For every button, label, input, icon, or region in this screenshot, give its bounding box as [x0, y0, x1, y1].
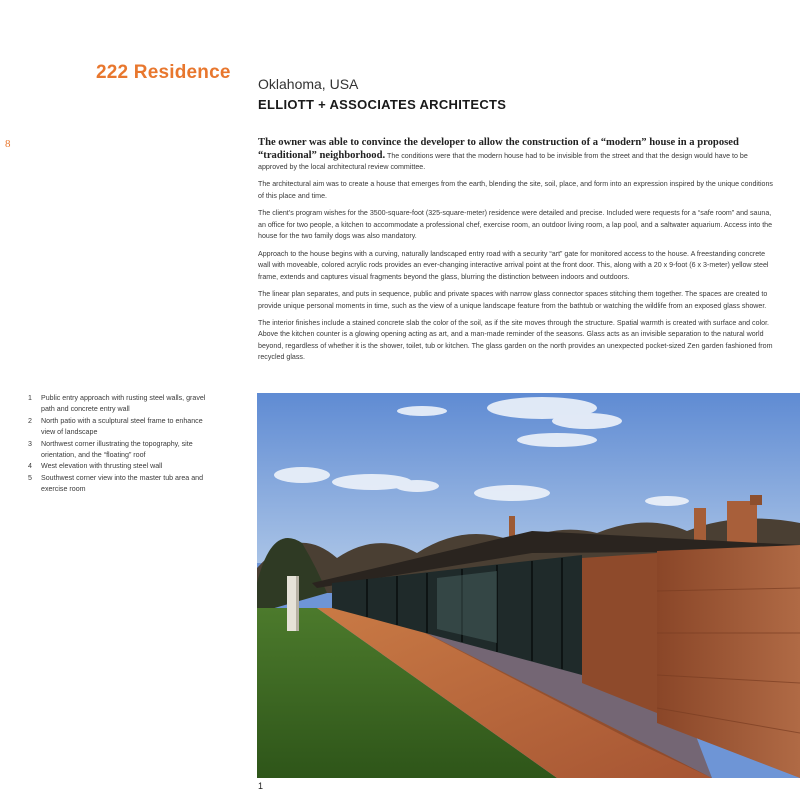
caption-item	[28, 439, 218, 462]
caption-item	[28, 416, 218, 439]
chimney	[727, 501, 757, 546]
chimney	[694, 508, 706, 543]
house-photo	[257, 393, 800, 778]
page-title: 222 Residence	[96, 62, 231, 83]
caption-number: 5	[28, 473, 32, 482]
body-paragraph: The interior finishes include a stained concrete slab the color of the soil, as if the site moves through the structure. Spatial warmth is created with surface and color. Above the kitchen counter is a glowing opening acting as art, and a man-made reminder of the seasons. Glass acts as an invisible separation to the natural world beyond, regardless of whether it is the shower, toilet, tub or kitchen. The glass garden on the north provides an unexpected pocket-sized Zen garden fashioned from recycled glass.	[258, 318, 773, 362]
caption-item	[28, 473, 218, 496]
body-paragraph: The client’s program wishes for the 3500-square-foot (325-square-meter) residence were detailed and precise. Included were requests for a “safe room” and sauna, an office for two people, a kitchen to accommodate a professional chef, exercise room, an outdoor living room, a lap pool, and a saltwater aquarium. Access into the house for the two family dogs was also mandatory.	[258, 209, 773, 241]
body-paragraph: The architectural aim was to create a house that emerges from the earth, blending the site, soil, place, and form into an expression inspired by the unique conditions of this place and time.	[258, 180, 773, 200]
chimney	[750, 495, 762, 505]
lead-sentence: The owner was able to convince the developer to allow the construction of a “modern” house in a proposed “traditional” neighborhood.	[258, 137, 739, 161]
concrete-entry-wall-side	[296, 576, 299, 631]
photo-number: 1	[258, 781, 264, 791]
caption-item	[28, 393, 218, 416]
concrete-entry-wall	[287, 576, 296, 631]
project-location: Oklahoma, USA	[258, 76, 359, 92]
photo-captions	[28, 393, 218, 496]
caption-number: 3	[28, 439, 32, 448]
page-marker: 8	[5, 138, 11, 150]
caption-text: Northwest corner illustrating the topography, site orientation, and the “floating” roof	[41, 439, 193, 460]
caption-item	[28, 461, 218, 472]
caption-number: 1	[28, 394, 32, 402]
caption-text: North patio with a sculptural steel frame to enhance view of landscape	[41, 416, 203, 437]
caption-text: West elevation with thrusting steel wall	[41, 462, 163, 471]
caption-text: Public entry approach with rusting steel walls, gravel path and concrete entry wall	[41, 394, 206, 414]
body-paragraph: Approach to the house begins with a curving, naturally landscaped entry road with a security “art” gate for monitored access to the house. A freestanding concrete wall with moveable, colored acrylic rods provides an ever-changing interactive arrival point at the front door. This, along with a 20 x 9-foot (6 x 3-meter) yellow steel frame, extends and captures visual fragments beyond the glass, blurring the distinction between indoors and outdoors.	[258, 249, 769, 281]
body-paragraph-text: The conditions were that the modern house had to be invisible from the street and that the design would have to be approved by the local architectural review committee.	[258, 151, 748, 172]
caption-number: 4	[28, 462, 32, 471]
architect-name: ELLIOTT + ASSOCIATES ARCHITECTS	[258, 97, 507, 112]
body-paragraph	[258, 137, 778, 174]
body-paragraph: The linear plan separates, and puts in sequence, public and private spaces with narrow glass connector spaces stitching them together. The spaces are created to provide unique personal moments in time, such as the view of a unique landscape feature from the bathtub or watching the wildlife from an exposed glass shower.	[258, 289, 768, 310]
caption-number: 2	[28, 416, 32, 425]
caption-text: Southwest corner view into the master tub area and exercise room	[41, 473, 204, 494]
body-text	[258, 137, 778, 370]
